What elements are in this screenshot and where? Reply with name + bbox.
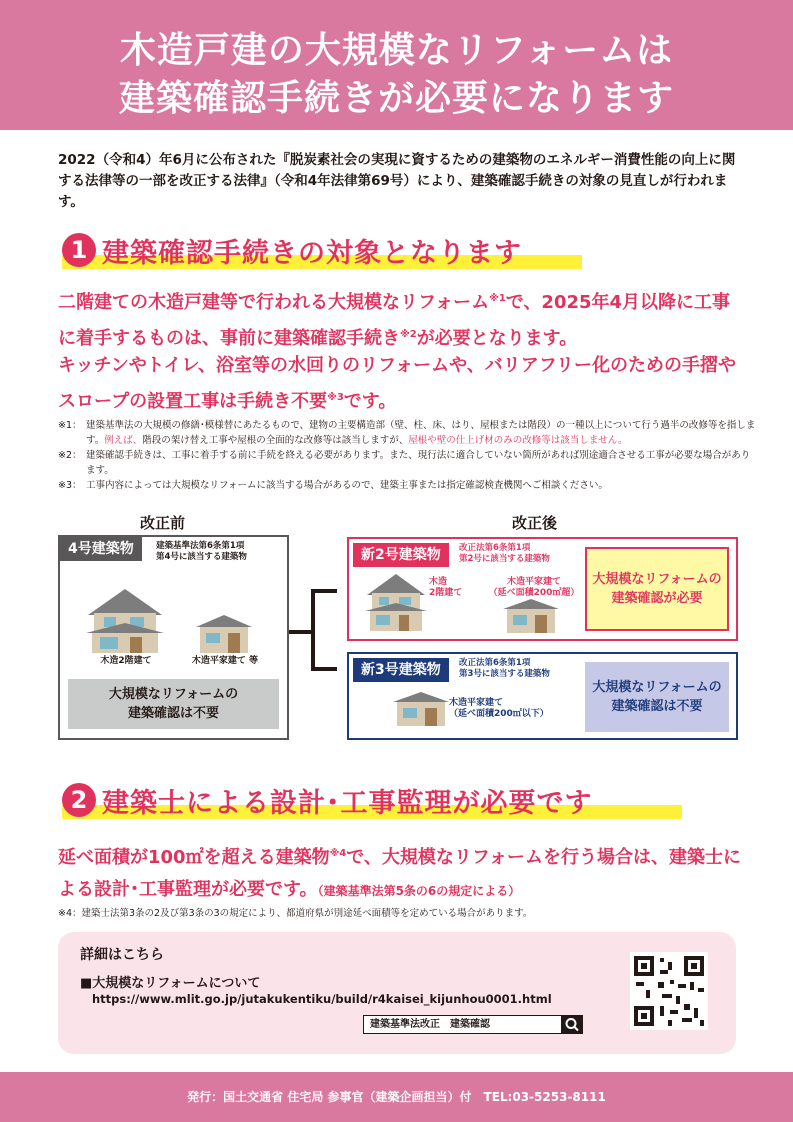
after-revision-heading: 改正後 bbox=[512, 514, 558, 532]
section-2-paragraph: 延べ面積が100㎡を超える建築物$^{※4}$で、大規模なリフォームを行う場合は、建築士による設計･工事監理が必要です。（建築基準法第5条の6の規定による） bbox=[58, 847, 742, 900]
two-story-house-icon bbox=[361, 571, 431, 633]
legal-reference: 改正法第6条第1項 第2号に該当する建築物 bbox=[459, 543, 550, 564]
section-title: 建築確認手続きの対象となります bbox=[102, 237, 522, 269]
bracket-connector bbox=[289, 585, 349, 675]
footer-publisher: 発行：国土交通省 住宅局 参事官（建築企画担当）付 TEL:03-5253-8111 bbox=[0, 1072, 793, 1122]
result-not-required: 大規模なリフォームの 建築確認は不要 bbox=[585, 662, 729, 732]
search-query: 建築基準法改正 建築確認 bbox=[370, 1019, 490, 1030]
details-title: 詳細はこちら bbox=[80, 947, 164, 963]
search-box[interactable] bbox=[363, 1015, 583, 1034]
building-class-label: 4号建築物 bbox=[60, 537, 142, 561]
intro-paragraph: 2022（令和4）年6月に公布された『脱炭素社会の実現に資するための建築物のエネルギー消費性能の向上に関する法律等の一部を改正する法律』（令和4年法律第69号）により、建築確認手続きの対象の見直しが行われます。 bbox=[58, 152, 736, 210]
legal-reference: 改正法第6条第1項 第3号に該当する建築物 bbox=[459, 658, 550, 679]
qr-code-icon bbox=[630, 952, 708, 1030]
footnote-3: ※3： 工事内容によっては大規模なリフォームに該当する場合があるので、建築主事または指定確認検査機関へご相談ください。 bbox=[58, 480, 608, 491]
one-story-house-icon bbox=[194, 613, 254, 655]
before-box bbox=[58, 535, 289, 740]
building-class-label: 新2号建築物 bbox=[353, 543, 449, 567]
one-story-house-icon bbox=[501, 597, 561, 635]
result-not-required: 大規模なリフォームの 建築確認は不要 bbox=[68, 679, 279, 729]
section-1-exemption: キッチンやトイレ、浴室等の水回りのリフォームや、バリアフリー化のための手摺やスロープの設置工事は手続き不要$^{※3}$です。 bbox=[58, 355, 737, 412]
section-title: 建築士による設計･工事監理が必要です bbox=[102, 787, 593, 819]
section-1-lead: 二階建ての木造戸建等で行われる大規模なリフォーム$^{※1}$で、2025年4月以降に工事に着手するものは、事前に建築確認手続き$^{※2}$が必要となります。 bbox=[58, 292, 731, 349]
house-caption: 木造2階建て bbox=[100, 656, 152, 666]
search-button[interactable] bbox=[561, 1015, 583, 1034]
before-revision-heading: 改正前 bbox=[140, 514, 186, 532]
details-url-link[interactable]: https://www.mlit.go.jp/jutakukentiku/build/r4kaisei_kijunhou0001.html bbox=[92, 992, 552, 1006]
new-class-3-box bbox=[347, 652, 738, 740]
headline-line-1: 木造戸建の大規模なリフォームは bbox=[119, 30, 674, 71]
result-required: 大規模なリフォームの 建築確認が必要 bbox=[585, 547, 729, 631]
footnote-1: ※1： 建築基準法の大規模の修繕･模様替にあたるもので、建物の主要構造部（壁、柱、床、はり、屋根または階段）の一種以上について行う過半の改修等を指します。例えば、階段の架け替え工事や屋根の全面的な改修等は該当しますが、屋根や壁の仕上げ材のみの改修等は該当しません。 bbox=[58, 420, 756, 446]
house-caption: 木造 2階建て bbox=[429, 577, 463, 598]
two-story-house-icon bbox=[80, 585, 170, 655]
one-story-house-icon bbox=[391, 690, 451, 728]
footnote-4: ※4：建築士法第3条の2及び第3条の3の規定により、都道府県が別途延べ面積等を定めている場合があります。 bbox=[58, 908, 533, 919]
header-banner bbox=[0, 0, 793, 130]
section-1-heading bbox=[62, 228, 522, 272]
footnotes bbox=[58, 418, 758, 493]
house-caption: 木造平家建て （延べ面積200㎡超） bbox=[488, 577, 580, 598]
house-caption: 木造平家建て 等 bbox=[191, 656, 259, 666]
details-subtitle: ■大規模なリフォームについて bbox=[80, 976, 261, 991]
section-2-heading bbox=[62, 778, 593, 822]
section-number-badge: 2 bbox=[62, 783, 96, 817]
legal-reference: 建築基準法第6条第1項 第4号に該当する建築物 bbox=[156, 541, 247, 562]
headline-line-2: 建築確認手続きが必要になります bbox=[118, 78, 674, 119]
new-class-2-box bbox=[347, 537, 738, 641]
details-box bbox=[58, 932, 736, 1054]
house-caption: 木造平家建て （延べ面積200㎡以下） bbox=[449, 698, 549, 719]
search-icon bbox=[561, 1015, 583, 1034]
section-number-badge: 1 bbox=[62, 233, 96, 267]
building-class-label: 新3号建築物 bbox=[353, 658, 449, 682]
footnote-2: ※2： 建築確認手続きは、工事に着手する前に手続を終える必要があります。また、現行法に適合していない箇所があれば別途適合させる工事が必要な場合があります。 bbox=[58, 450, 751, 476]
